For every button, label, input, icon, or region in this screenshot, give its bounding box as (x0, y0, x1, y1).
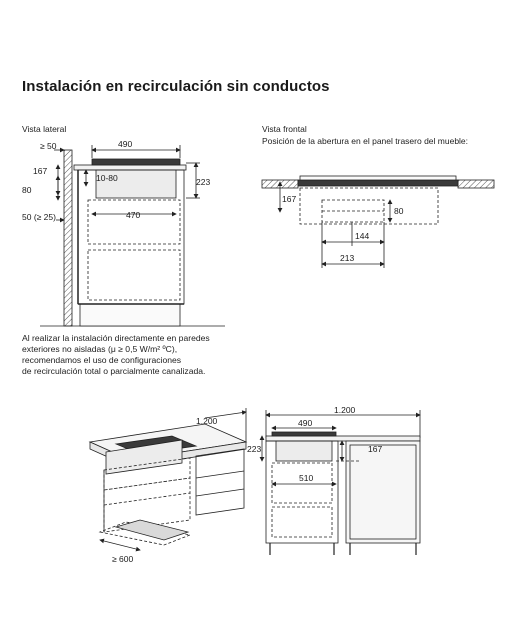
front-bottom-drawing (262, 410, 420, 555)
label-167: 167 (33, 166, 48, 176)
label-1200: 1.200 (334, 405, 356, 415)
side-view-drawing (40, 145, 225, 326)
label-600: ≥ 600 (112, 554, 134, 564)
label-490: 490 (298, 418, 313, 428)
label-80: 80 (394, 206, 404, 216)
note-line: exteriores no aisladas (μ ≥ 0,5 W/m² ºC), (22, 344, 178, 354)
label-50: 50 (≥ 25) (22, 212, 56, 222)
side-view-caption: Vista lateral (22, 124, 67, 134)
label-1200-iso: 1.200 (196, 416, 218, 426)
label-213: 213 (340, 253, 355, 263)
label-223: 223 (247, 444, 262, 454)
label-144: 144 (355, 231, 370, 241)
isometric-drawing (90, 408, 246, 550)
note-line: de recirculación total o parcialmente canalizada. (22, 366, 206, 376)
label-gap-top: ≥ 50 (40, 141, 57, 151)
note-line: recomendamos el uso de configuraciones (22, 355, 182, 365)
front-view-caption: Vista frontal (262, 124, 307, 134)
front-view-subcaption: Posición de la abertura en el panel trasero del mueble: (262, 136, 469, 146)
label-510: 510 (299, 473, 314, 483)
label-80: 80 (22, 185, 32, 195)
note-line: Al realizar la instalación directamente en paredes (22, 333, 210, 343)
label-223: 223 (196, 177, 211, 187)
page-title: Instalación en recirculación sin conductos (22, 78, 330, 95)
front-view-drawing (262, 176, 494, 268)
label-10-80: 10-80 (96, 173, 118, 183)
label-490: 490 (118, 139, 133, 149)
label-167: 167 (368, 444, 383, 454)
label-167: 167 (282, 194, 297, 204)
label-470: 470 (126, 210, 141, 220)
